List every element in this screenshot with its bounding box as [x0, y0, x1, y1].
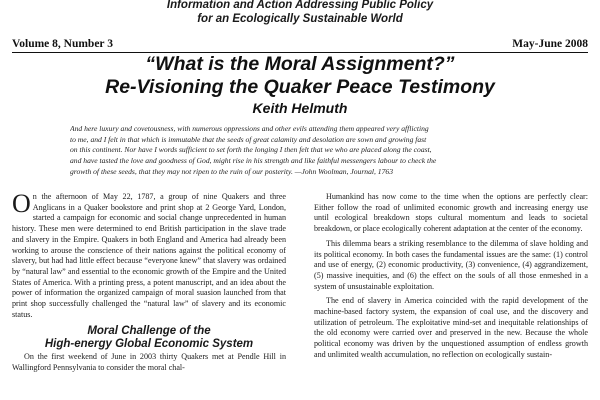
article-title: “What is the Moral Assignment?”: [145, 53, 455, 75]
left-column: [12, 189, 286, 378]
body-paragraph: This dilemma bears a striking resemblance to the dilemma of slave holding and its political economy. In both cases the fundamental issues are the same: (1) control and use of energy, (2) economic productivity, (3) convenience, (4) aggrandizement, (5) massive inequities, and (6) the effect on the souls of all those enmeshed in a system of unsustainable exploitation.: [314, 238, 588, 291]
subhead-line2: High-energy Global Economic System: [44, 338, 254, 351]
right-column: [314, 192, 588, 365]
subhead-line1: Moral Challenge of the: [87, 325, 211, 338]
body-paragraph: On the first weekend of June in 2003 thirty Quakers met at Pendle Hill in Wallingford Pennsylvania to consider the moral chal-: [12, 352, 286, 373]
epigraph-line: on this continent. Nor have I words sufficient to set forth the longing I then felt that we who are placed along the coast,: [70, 145, 432, 155]
epigraph-line: And here luxury and covetousness, with numerous oppressions and other evils attending them appeared very afflicting: [70, 124, 429, 133]
masthead-tagline-line2: for an Ecologically Sustainable World: [197, 13, 403, 25]
body-paragraph: The end of slavery in America coincided with the rapid development of the machine-based factory system, the expansion of coal use, and the discovery and utilization of petroleum. The exploitative mind-set and inequitable relationships of the old economy were carried over and preserved in the new. Because the whole political economy was driven by the unquestioned assumption of endless growth and unlimited wealth accumulation, no reflection on ecologically sustain-: [314, 296, 588, 359]
body-paragraph: [12, 189, 286, 320]
issue-date: May-June 2008: [512, 38, 588, 50]
epigraph-line: to me, and I felt in that which is immutable that the seeds of great calamity and desolation are sown and growing fast: [70, 134, 427, 144]
body-paragraph: Humankind has now come to the time when the options are perfectly clear: Either follow the road of unlimited economic growth and increasing energy use until ecological breakdown stops cultural momentum and leads to societal breakdown, or place ecologically coherent adaptation at the center of the economy.: [314, 192, 588, 234]
masthead: [0, 0, 600, 26]
drop-cap: O: [12, 189, 31, 218]
epigraph-line: and have tasted the love and goodness of God, might rise in his strength and like faithful messengers labour to check the: [70, 156, 437, 166]
epigraph-quote: [70, 124, 530, 178]
paragraph-text: n the afternoon of May 22, 1787, a group of nine Quakers and three Anglicans in a Quaker bookstore and print shop at 2 George Yard, London, started a campaign for economic and social change unprecedented in human history. These men were determined to end British participation in the slave trade and slavery in the Empire. Quakers in both England and America had already been working to arouse the conscience of their nations against the political economy of slavery, but had had little effect because “everyone knew” that slavery was ordained by “natural law” and essential to the economic growth of the Empire and the United States of America. With a printing press, a potent manuscript, and an idea about the power of information the organized campaign of moral suasion launched from that print shop successfully challenged the “natural law” of slavery and its economic status.: [12, 192, 286, 319]
masthead-tagline-line1: Information and Action Addressing Public Policy: [166, 0, 434, 11]
article-author: Keith Helmuth: [252, 100, 348, 116]
epigraph-line: growth of these seeds, that they may not ripen to the ruin of our posterity. —John Woolman, Journal, 1763: [70, 166, 393, 176]
section-subhead: [12, 325, 286, 351]
article-subtitle: Re-Visioning the Quaker Peace Testimony: [105, 76, 495, 98]
issue-volume: Volume 8, Number 3: [12, 38, 113, 50]
